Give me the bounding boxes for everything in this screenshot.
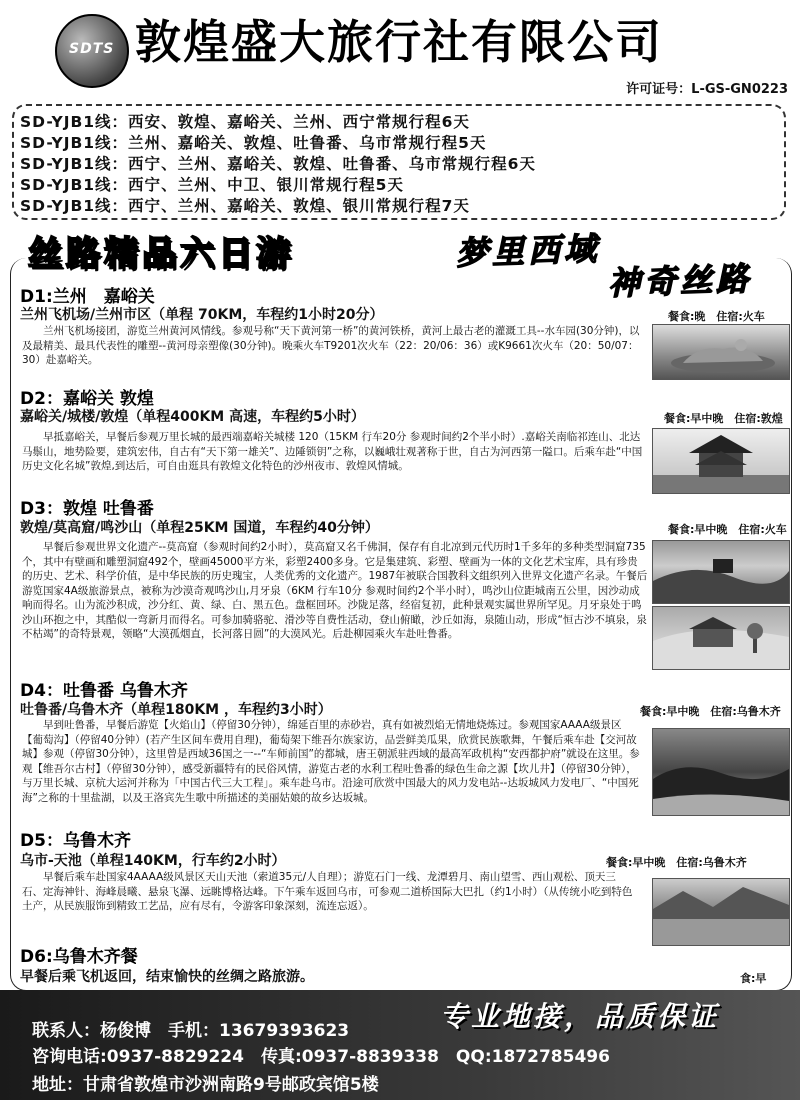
footer-slogan: 专业地接，品质保证 — [440, 1000, 720, 1033]
company-logo: SDTS — [55, 14, 129, 88]
day2-description: 早抵嘉峪关，早餐后参观万里长城的最西端嘉峪关城楼 120（15KM 行车20分 参观时间约2个半小时）.嘉峪关南临祁连山、北达马鬃山，地势险要，建筑宏伟，自古有“天下第一雄关”、边陲锁钥”之称，以巍峨壮观著称于世，自古为河西第一隘口。后乘车赴“中国历史文化名城”敦煌,到达后，可自由逛具有敦煌文化特色的沙州夜市、敦煌风情城。 — [22, 431, 643, 472]
day2-photo-jiayuguan — [652, 428, 790, 494]
day5-photo-tianchi — [652, 878, 790, 946]
day3-photo-crescent-lake — [652, 606, 790, 670]
day2-title: D2：嘉峪关 敦煌 — [20, 389, 154, 409]
day3-meals: 餐食:早中晚 住宿:火车 — [668, 523, 787, 536]
route-line: SD-YJB1线：兰州、嘉峪关、敦煌、吐鲁番、乌市常规行程5天 — [20, 134, 487, 152]
day4-title: D4：吐鲁番 乌鲁木齐 — [20, 681, 188, 701]
day5-subtitle: 乌市-天池（单程140KM，行车约2小时） — [20, 853, 286, 869]
license-number: 许可证号：L-GS-GN0223 — [626, 82, 788, 97]
crescent-lake-image — [653, 607, 789, 669]
day5-title: D5：乌鲁木齐 — [20, 831, 131, 851]
route-line: SD-YJB1线：西宁、兰州、嘉峪关、敦煌、银川常规行程7天 — [20, 197, 470, 215]
statue-image — [653, 325, 789, 379]
routes-box — [12, 104, 786, 220]
day6-subtitle: 早餐后乘飞机返回，结束愉快的丝绸之路旅游。 — [20, 969, 314, 985]
day1-description: 兰州飞机场接团，游览兰州黄河风情线。参观号称“天下黄河第一桥”的黄河铁桥，黄河上最古老的灌溉工具--水车园(30分钟)，以及最精美、最具代表性的雕塑--黄河母亲塑像(30分钟)。晚乘火车T9201次火车（22：20/06：36）或K9661次火车（20：50/07：30）赴嘉峪关。 — [22, 325, 640, 366]
slogan-silk-road: 神奇丝路 — [607, 259, 753, 303]
jiayuguan-tower-image — [653, 429, 789, 493]
day3-photo-mogao — [652, 540, 790, 604]
day1-meals: 餐食:晚 住宿:火车 — [668, 310, 765, 323]
day4-description: 早到吐鲁番，早餐后游览【火焰山】（停留30分钟），绵延百里的赤砂岩，真有如被烈焰无情地烧炼过。参观国家AAAA级景区【葡萄沟】（停留40分钟）(若产生区间车费用自理)，葡萄架下维吾尔族家访，品尝鲜美瓜果，欣赏民族歌舞，午餐后乘车赴【交河故城】参观（停留30分钟），这里曾是西域36国之一--“车师前国”的都城，唐王朝派驻西域的最高军政机构“安西都护府”就设在这里。参观【维吾尔古村】（停留30分钟），感受新疆特有的民俗风情，游览古老的水利工程吐鲁番的绿色生命之源【坎儿井】（停留30分钟），与万里长城、京杭大运河并称为「中国古代三大工程」。乘车赴乌市。沿途可欣赏中国最大的风力发电站--达坂城风力发电厂、“中国死海”之称的十里盐湖，以及王洛宾先生歌中所描述的美丽姑娘的故乡达坂城。 — [22, 719, 640, 804]
day4-photo-turpan — [652, 728, 790, 816]
address-line: 地址：甘肃省敦煌市沙洲南路9号邮政宾馆5楼 — [32, 1075, 379, 1095]
desert-landscape-image — [653, 541, 789, 603]
route-line: SD-YJB1线：西宁、兰州、中卫、银川常规行程5天 — [20, 176, 404, 194]
day4-meals: 餐食:早中晚 住宿:乌鲁木齐 — [640, 705, 781, 718]
day1-photo-mother-river-statue — [652, 324, 790, 380]
tour-title: 丝路精品六日游 — [28, 234, 294, 274]
day6-meals: 食:早 — [740, 972, 767, 985]
phone-fax-qq-line: 咨询电话:0937-8829224 传真:0937-8839338 QQ:1872785496 — [32, 1047, 610, 1067]
day6-title: D6:乌鲁木齐餐 — [20, 947, 138, 967]
day3-subtitle: 敦煌/莫高窟/鸣沙山（单程25KM 国道，车程约40分钟） — [20, 520, 379, 536]
tianchi-lake-image — [653, 879, 789, 945]
day5-meals: 餐食:早中晚 住宿:乌鲁木齐 — [606, 856, 747, 869]
company-name: 敦煌盛大旅行社有限公司 — [135, 15, 663, 69]
day1-subtitle: 兰州飞机场/兰州市区（单程 70KM，车程约1小时20分） — [20, 307, 384, 323]
day4-subtitle: 吐鲁番/乌鲁木齐（单程180KM ，车程约3小时） — [20, 702, 332, 718]
day1-title: D1:兰州 嘉峪关 — [20, 287, 155, 307]
route-line: SD-YJB1线：西安、敦煌、嘉峪关、兰州、西宁常规行程6天 — [20, 113, 470, 131]
day5-description: 早餐后乘车赴国家4AAAA级风景区天山天池（索道35元/人自理）；游览石门一线、龙潭碧月、南山望雪、西山观松、顶天三石、定海神针、海峰晨曦、悬泉飞瀑、远眺博格达峰。下午乘车返回乌市，可参观二道桥国际大巴扎（约1小时）（从传统小吃到特色土产，从民族服饰到精致工艺品，应有尽有，令游客印象深刻，流连忘返）。 — [22, 871, 633, 912]
contact-line: 联系人：杨俊博 手机：13679393623 — [32, 1021, 350, 1041]
day2-subtitle: 嘉峪关/城楼/敦煌（单程400KM 高速，车程约5小时） — [20, 409, 365, 425]
day2-meals: 餐食:早中晚 住宿:敦煌 — [664, 412, 783, 425]
header — [0, 0, 800, 100]
day3-title: D3：敦煌 吐鲁番 — [20, 499, 154, 519]
turpan-scenery-image — [653, 729, 789, 815]
route-line: SD-YJB1线：西宁、兰州、嘉峪关、敦煌、吐鲁番、乌市常规行程6天 — [20, 155, 536, 173]
slogan-dream-western-region: 梦里西域 — [455, 229, 601, 273]
day3-description: 早餐后参观世界文化遗产--莫高窟（参观时间约2小时），莫高窟又名千佛洞，保存有自北凉到元代历时1千多年的多种类型洞窟735个，其中有壁画和雕塑洞窟492个，壁画45000平方米，彩塑2400多身。它是集建筑、彩塑、壁画为一体的文化艺术宝库，具有珍贵的历史、艺术、科学价值，是中华民族的历史瑰宝，人类优秀的文化遗产。1987年被联合国教科文组织列入世界文化遗产名录。午餐后游览国家4A级旅游景点，被称为沙漠奇观鸣沙山,月牙泉（6KM 行车10分 参观时间约2个半小时），鸣沙山位距城南五公里，因沙动成响而得名。山为流沙积成，沙分红、黄、绿、白、黑五色。盘框回环。沙陇足落，经宿复初，此种景观实属世界所罕见。月牙泉处于鸣沙山环抱之中，其酷似一弯新月而得名。可参加骑骆驼、滑沙等自费性活动，登山俯瞰，沙丘如海，泉随山动，形成“恒古沙不填泉，泉不枯竭”的奇特景观，领略“大漠孤烟直，长河落日圆”的大漠风光。后赴柳园乘火车赴吐鲁番。 — [22, 541, 648, 640]
